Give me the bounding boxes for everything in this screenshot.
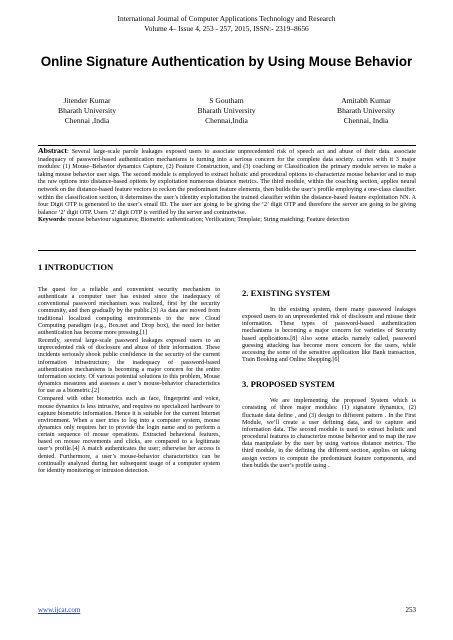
author-affiliation: Bharath University xyxy=(58,106,116,115)
section-heading-existing: 2. EXISTING SYSTEM xyxy=(242,288,331,298)
page-number: 253 xyxy=(405,606,416,614)
author-location: Chennai ,India xyxy=(64,116,110,125)
abstract-text: : Several large-scale parole leakages exposed users to associate unprecedented risk of speech act and abuse of their data. associate inadequacy of password-based authentication mechanisms is turning into a serious concern for the complete data society. carries with it 3 major modules: (1) Mouse–Behavior dynamics Capture, (2) Feature Construction, and (3) coaching or Classification the primary module serves to make a taking mouse behavior user sign. The second module is employed to extract holistic and procedural options to characterize mouse behavior and to map the raw options into distance-based options by exploitation numerous distance metrics. The third module, within the coaching section, applies neural network on the distance-based feature vectors to reckon the predominant feature elements, then builds the user’s profile employing a one-class classifier. within the classification section, it determines the user’s identity exploitation the trained classifier within the distance-based feature exploitation NN. A four Digit OTP is generated to the user’s email ID. The user are going to be giving the ‘2’ digit OTP and therefore the server are going to be giving balance ‘2’ digit OTP. Users ‘2’ digit OTP is verified by the server and contrariwise. xyxy=(38,148,416,216)
abstract-bottom-rule xyxy=(38,250,416,251)
keywords xyxy=(38,216,416,224)
journal-volume: Volume 4– Issue 4, 253 - 257, 2015, ISSN:- 2319–8656 xyxy=(144,23,309,33)
keywords-label: Keywords xyxy=(38,216,65,224)
paper-title: Online Signature Authentication by Using Mouse Behavior xyxy=(40,54,413,69)
abstract-body xyxy=(38,147,416,216)
author-1 xyxy=(22,96,152,126)
author-name: S Goutham xyxy=(209,96,244,105)
abstract xyxy=(38,147,416,224)
author-name: Jitender Kumar xyxy=(63,96,111,105)
keywords-text: : mouse behaviour signatures; Biometric authentication; Verification; Template; String matching; Feature detection xyxy=(64,216,350,224)
journal-header xyxy=(0,14,453,33)
author-location: Chennai, India xyxy=(343,116,389,125)
existing-paragraph: In the existing system, there many password leakages exposed users to an unprecedented risk of disclosure and misuse their information. These types of password-based authentication mechanisms is becoming a major concern for varieties of Security based applications.[8] Also some attacks namely called, password guessing attacking has become more concern for the users, while accessing the some of the sensitive application like Bank transaction, Train Booking and Online Shopping.[6] xyxy=(242,307,416,364)
section-heading-proposed: 3. PROPOSED SYSTEM xyxy=(242,379,335,390)
author-block xyxy=(22,96,431,126)
intro-paragraph: Recently, several large-scale password leakages exposed users to an unprecedented risk of disclosure and abuse of their information. These incidents seriously shook public confidence in the security of the current information infrastructure; the inadequacy of password-based authentication mechanisms is becoming a major concern for the entire information society. Of various potential solutions to this problem, Mouse dynamics measures and assesses a user’s mouse-behavior characteristics for use as a biometric.[2] xyxy=(38,338,220,395)
intro-paragraph: Compared with other biometrics such as face, fingerprint and voice, mouse dynamics is less intrusive, and requires no specialized hardware to capture biometric information. Hence it is suitable for the current Internet environment. When a user tries to log into a computer system, mouse dynamics only requires her to provide the login name and to perform a certain sequence of mouse operations. Extracted behavioral features, based on mouse movements and clicks, are compared to a legitimate user’s profile.[4] A match authenticates the user; otherwise her access is denied. Furthermore, a user’s mouse-behavior characteristics can be continually analyzed during her subsequent usage of a computer system for identity monitoring or intrusion detection. xyxy=(38,396,220,474)
author-location: Chennai,India xyxy=(205,116,248,125)
left-column xyxy=(38,262,220,476)
author-affiliation: Bharath University xyxy=(337,106,395,115)
proposed-paragraph: We are implementing the proposed System which is consisting of three major modules: (1) signature dynamics, (2) fluctuate data define , and (3) design to different pattern . In the First Module, we’ll create a user defining data, and to capture and information data. The second module is used to extract holistic and procedural features to characterize mouse behavior and to map the raw data manipulate by the user by using various distance metrics. The third module, in the defining the different section, applies on taking assign vectors to compute the predominant feature components, and then builds the user’s profile using . xyxy=(242,398,416,469)
author-name: Amitabh Kumar xyxy=(341,96,391,105)
journal-name: International Journal of Computer Applications Technology and Research xyxy=(117,14,336,23)
author-2 xyxy=(162,96,292,126)
abstract-top-rule xyxy=(38,145,416,146)
section-heading-introduction: 1 INTRODUCTION xyxy=(38,262,114,272)
right-column xyxy=(242,288,416,471)
author-affiliation: Bharath University xyxy=(197,106,256,115)
intro-paragraph: The quest for a reliable and convenient security mechanism to authenticate a computer user has existed since the inadequacy of conventional password mechanism was realized, first by the security community, and then gradually by the public.[3] As data are moved from traditional localized computing environments to the new Cloud Computing paradigm (e.g., Box.net and Drop box), the need for better authentication has become more pressing.[1] xyxy=(38,287,220,336)
abstract-label: Abstract xyxy=(38,146,68,155)
author-3 xyxy=(301,96,431,126)
footer-url-link[interactable]: www.ijcat.com xyxy=(38,606,81,614)
